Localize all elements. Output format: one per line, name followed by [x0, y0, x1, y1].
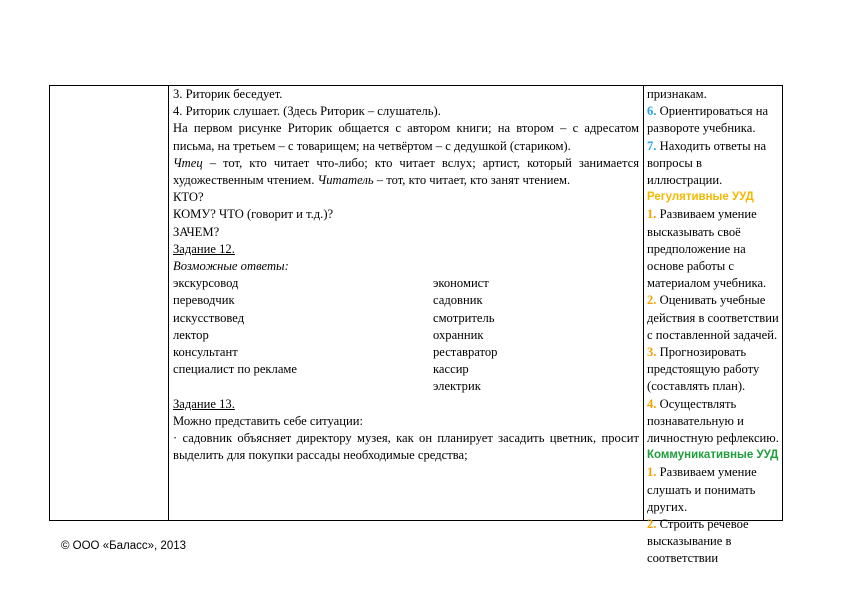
- possible-answers-label: Возможные ответы:: [173, 259, 289, 274]
- question-why: ЗАЧЕМ?: [173, 224, 220, 239]
- uud-column-cell: [643, 86, 784, 566]
- uud-item-6: [647, 103, 780, 137]
- uud-text: Осуществлять познавательную и личностную рефлексию.: [647, 396, 779, 446]
- uud-line-signs: признакам.: [647, 87, 707, 101]
- answer-right: смотритель: [433, 310, 495, 325]
- uud-number: 2.: [647, 517, 657, 532]
- content-column-cell: [168, 86, 644, 520]
- answer-right: кассир: [433, 362, 469, 377]
- uud-number: 7.: [647, 138, 657, 153]
- uud-number: 1.: [647, 465, 657, 480]
- question-who: КТО?: [173, 190, 204, 205]
- uud-text: Развиваем умение слушать и понимать других.: [647, 465, 757, 514]
- paragraph-definitions: [173, 155, 639, 189]
- term-chtec: Чтец: [173, 155, 203, 170]
- uud-item-7: [647, 138, 780, 190]
- term-chitatel: Читатель: [317, 173, 374, 188]
- paragraph-pictures: На первом рисунке Риторик общается с автором книги; на втором – с адресатом письма, на третьем – с товарищем; на четвёртом – с дедушкой (стариком).: [173, 121, 639, 153]
- reg-item-3: [647, 344, 780, 396]
- imagine-situations: Можно представить себе ситуации:: [173, 413, 363, 428]
- task-12-heading: Задание 12.: [173, 241, 235, 256]
- uud-number: 3.: [647, 345, 657, 360]
- uud-text: Оценивать учебные действия в соответствии с поставленной задачей.: [647, 293, 779, 342]
- answer-left: специалист по рекламе: [173, 362, 297, 377]
- answer-left: искусствовед: [173, 310, 245, 325]
- reg-item-1: [647, 206, 780, 292]
- reg-item-4: [647, 396, 780, 448]
- def-chitatel: – тот, кто читает, кто занят чтением.: [373, 173, 571, 188]
- answer-right: садовник: [433, 293, 483, 308]
- answer-right: охранник: [433, 327, 484, 342]
- communicative-uud-title: Коммуникативные УУД: [647, 449, 779, 462]
- answer-left: лектор: [173, 327, 209, 342]
- task-13-heading: Задание 13.: [173, 396, 235, 411]
- comm-item-2: [647, 516, 780, 568]
- line-ritorik-listens: 4. Риторик слушает. (Здесь Риторик – слушатель).: [173, 104, 441, 119]
- answer-row: [173, 344, 639, 361]
- uud-number: 2.: [647, 293, 657, 308]
- answer-row: [173, 292, 639, 309]
- left-column-cell: [50, 86, 169, 520]
- uud-number: 1.: [647, 207, 657, 222]
- question-to-whom: КОМУ? ЧТО (говорит и т.д.)?: [173, 207, 334, 222]
- answer-row: [173, 361, 639, 378]
- situation-gardener: · садовник объясняет директору музея, как он планирует засадить цветник, просит выделить для покупки рассады необходимые средства;: [173, 430, 639, 463]
- uud-number: 6.: [647, 104, 657, 119]
- answer-right: электрик: [433, 379, 481, 394]
- line-ritorik-talks: 3. Риторик беседует.: [173, 87, 283, 101]
- uud-text: Строить речевое высказывание в соответствии: [647, 517, 749, 566]
- answer-row: [173, 275, 639, 292]
- copyright-footer: © ООО «Баласс», 2013: [61, 540, 187, 552]
- answer-right: реставратор: [433, 344, 498, 359]
- regulatory-uud-title: Регулятивные УУД: [647, 191, 754, 204]
- answer-left: экскурсовод: [173, 276, 239, 291]
- uud-text: Развиваем умение высказывать своё предположение на основе работы с материалом учебника.: [647, 207, 767, 291]
- reg-item-2: [647, 292, 780, 344]
- answer-right: экономист: [433, 276, 489, 291]
- answer-left: переводчик: [173, 293, 235, 308]
- answer-row: [173, 310, 639, 327]
- uud-number: 4.: [647, 396, 657, 411]
- answer-left: консультант: [173, 344, 238, 359]
- uud-text: Прогнозировать предстоящую работу (составлять план).: [647, 345, 760, 394]
- answer-row: [173, 378, 639, 395]
- uud-text: Находить ответы на вопросы в иллюстрации.: [647, 138, 767, 188]
- def-chtec: – тот, кто читает что-либо; кто читает вслух; артист, который занимается художественным чтением.: [173, 155, 639, 188]
- answer-row: [173, 327, 639, 344]
- uud-text: Ориентироваться на развороте учебника.: [647, 104, 769, 136]
- comm-item-1: [647, 464, 780, 516]
